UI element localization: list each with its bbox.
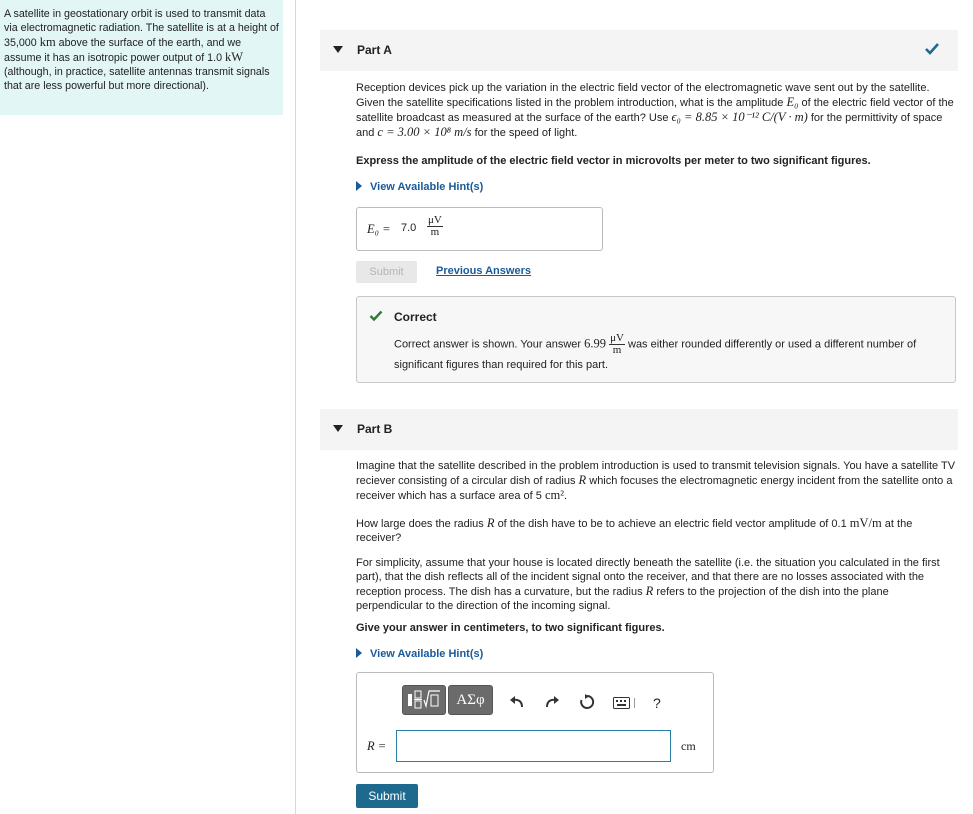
radius-symbol: R xyxy=(578,473,587,487)
unit-denominator: m xyxy=(430,226,440,238)
math-templates-button[interactable] xyxy=(402,685,446,715)
part-b-header[interactable] xyxy=(320,409,958,450)
feedback-text-1: Correct answer is shown. Your answer xyxy=(394,338,582,351)
part-a-q3: for the permittivity of space and xyxy=(356,112,943,139)
part-a-answer-label xyxy=(367,222,391,237)
correct-check-icon xyxy=(924,42,940,59)
part-a-submit-button[interactable]: Submit xyxy=(356,261,417,283)
part-b-p2a: How large does the radius xyxy=(356,518,484,530)
part-b-instruction-text: Give your answer in centimeters, to two significant figures. xyxy=(356,622,665,634)
e0-symbol: E₀ xyxy=(786,95,799,109)
intro-power-unit: kW xyxy=(225,50,244,64)
part-b-title: Part B xyxy=(357,422,393,436)
intro-height-unit: km xyxy=(39,35,56,49)
part-a-hint-link[interactable] xyxy=(356,181,483,193)
part-a-q4: for the speed of light. xyxy=(474,127,578,139)
part-b-p1b: which focuses the electromagnetic energy incident from the satellite onto a receiver which has a surface area of 5 xyxy=(356,475,953,502)
templates-icon xyxy=(403,686,445,714)
part-b-p3b: refers to the projection of the dish into the plane perpendicular to the direction of the incoming signal. xyxy=(356,586,889,612)
expand-triangle-icon xyxy=(356,648,362,658)
epsilon-value: ϵ₀ = 8.85 × 10⁻¹² C/(V · m) xyxy=(671,110,808,124)
feedback-text-2: was either rounded differently or used a different number of significant figures than required for this part. xyxy=(394,338,917,371)
part-a-answer-value: 7.0 xyxy=(401,222,417,234)
part-b-para-2 xyxy=(356,516,956,545)
column-divider xyxy=(295,0,296,814)
part-a-answer-box xyxy=(356,207,603,251)
feedback-title: Correct xyxy=(394,310,437,324)
previous-answers-link[interactable]: Previous Answers xyxy=(436,265,531,277)
part-b-p2b: of the dish have to be to achieve an electric field vector amplitude of 0.1 xyxy=(497,518,847,530)
collapse-triangle-icon[interactable] xyxy=(333,425,343,432)
help-icon[interactable]: ? xyxy=(653,695,661,711)
part-b-p1a: Imagine that the satellite described in the problem introduction is used to transmit television signals. You have a satellite TV reciever consisting of a circular dish of radius xyxy=(356,460,956,487)
part-a-question xyxy=(356,81,956,140)
part-b-para-1: Imagine that the satellite described in the problem introduction is used to transmit television signals. You have a satellite TV reciever consisting of a circular dish of radius R which focuses the electromagnetic energy incident from the satellite onto a receiver which has a surface area of 5 cm². xyxy=(356,460,956,502)
intro-text-1: A satellite in geostationary orbit is used to transmit data via electromagnetic radiation. The satellite is at a height of 35,000 xyxy=(4,8,279,49)
part-a-instruction-text: Express the amplitude of the electric field vector in microvolts per meter to two significant figures. xyxy=(356,155,871,167)
r-label: R = xyxy=(367,739,387,753)
part-b-p3a: For simplicity, assume that your house is located directly beneath the satellite (i.e. the situation you calculated in the first part), that the dish reflects all of the incident signal onto the receiver, and that there are no losses associated with the reception process. The dish has a curvature, but the radius xyxy=(356,557,940,598)
c-value: c = 3.00 × 10⁸ m/s xyxy=(377,125,472,139)
feedback-message xyxy=(394,333,949,374)
part-b-instruction xyxy=(356,621,956,635)
feedback-unit-denominator: m xyxy=(612,344,622,356)
radius-answer-input[interactable] xyxy=(396,730,671,762)
part-a-title: Part A xyxy=(357,43,392,57)
part-b-p2c: at the receiver? xyxy=(356,518,913,544)
feedback-unit-numerator: μV xyxy=(610,332,624,344)
intro-text-2: above the surface of the earth, and we assume it has an isotropic power output of 1.0 xyxy=(4,37,242,64)
part-b-answer-label xyxy=(367,739,386,754)
part-a-header[interactable] xyxy=(320,30,958,71)
collapse-triangle-icon[interactable] xyxy=(333,46,343,53)
answer-unit: cm xyxy=(681,739,696,753)
feedback-unit xyxy=(609,333,625,356)
part-a-feedback xyxy=(356,296,956,383)
area-unit: cm² xyxy=(544,488,564,502)
part-b-hint-label: View Available Hint(s) xyxy=(370,648,484,660)
e0-label: E₀ = xyxy=(367,222,391,236)
feedback-check-icon xyxy=(369,310,383,325)
part-b-answer-editor xyxy=(356,672,714,773)
part-a-unit xyxy=(427,215,443,238)
part-b-hint-link[interactable] xyxy=(356,648,483,660)
part-a-q1: Reception devices pick up the variation in the electric field vector of the electromagnetic wave sent out by the satellite. Given the satellite specifications listed in the problem introduction, what is the amplitude xyxy=(356,82,930,109)
radius-symbol: R xyxy=(486,516,495,530)
part-a-instruction xyxy=(356,154,956,168)
radius-symbol: R xyxy=(645,584,654,598)
feedback-value: 6.99 xyxy=(584,336,607,351)
unit-numerator: μV xyxy=(428,214,442,226)
part-b-para-3 xyxy=(356,556,956,613)
part-a-q2: of the electric field vector of the satellite broadcast as measured at the surface of the earth? Use xyxy=(356,97,954,124)
expand-triangle-icon xyxy=(356,181,362,191)
field-unit: mV/m xyxy=(849,516,882,530)
undo-icon[interactable] xyxy=(509,694,525,713)
keyboard-icon[interactable] xyxy=(613,697,637,712)
redo-icon[interactable] xyxy=(544,694,560,713)
intro-text-3: (although, in practice, satellite antennas transmit signals that are less powerful but more directional). xyxy=(4,66,270,92)
reset-icon[interactable] xyxy=(579,694,595,713)
problem-introduction xyxy=(0,0,283,115)
part-b-submit-button[interactable]: Submit xyxy=(356,784,418,808)
part-a-hint-label: View Available Hint(s) xyxy=(370,181,484,193)
symbols-button[interactable]: ΑΣφ xyxy=(448,685,493,715)
